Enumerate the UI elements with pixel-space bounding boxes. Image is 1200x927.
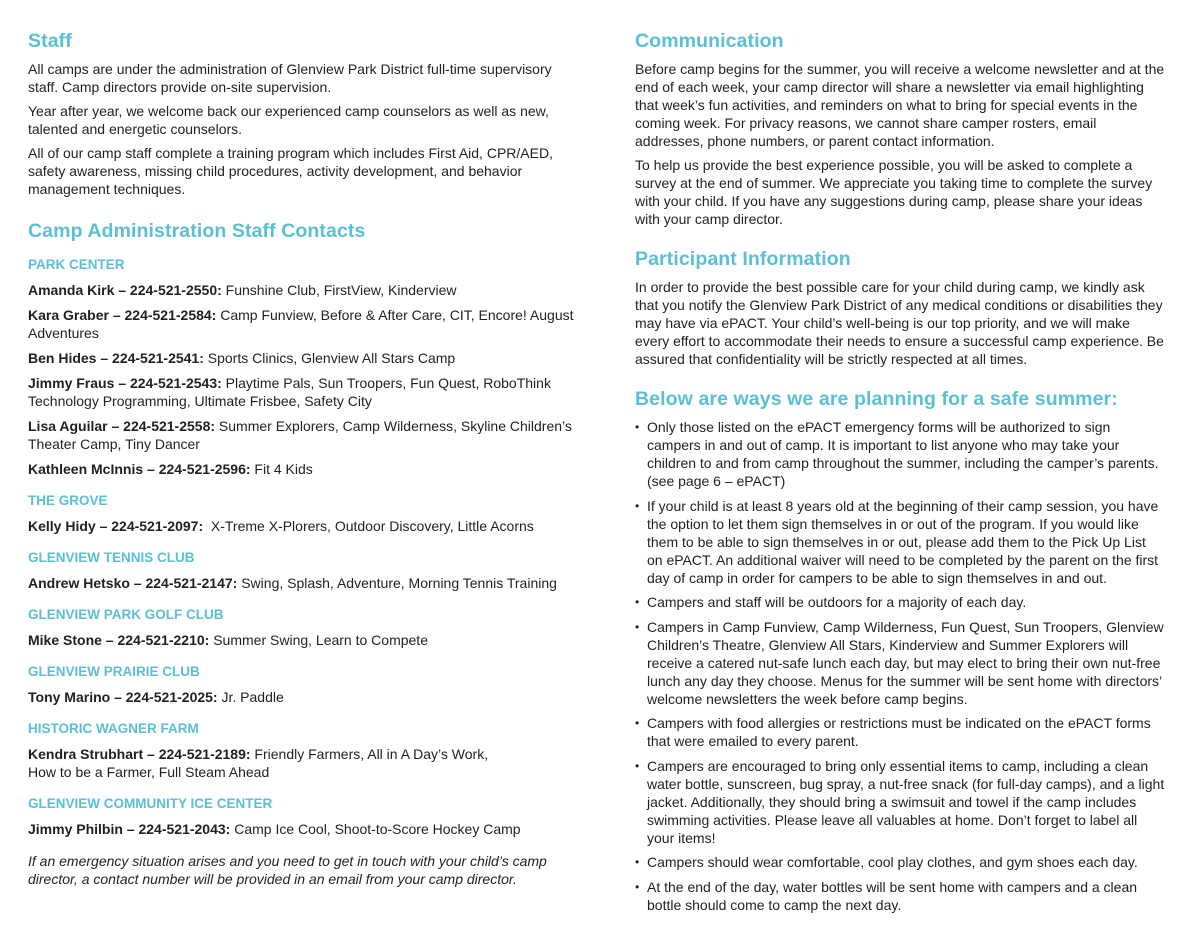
contact-camps: Summer Explorers, Camp Wilderness, Skyline Children’s Theater Camp, Tiny Dancer xyxy=(28,418,572,452)
communication-heading: Communication xyxy=(635,30,784,52)
staff-paragraph-2: Year after year, we welcome back our experienced camp counselors as well as new, talented and energetic counselors. xyxy=(28,103,549,137)
contact-camps: Friendly Farmers, All in A Day’s Work, xyxy=(250,746,489,762)
prairie-title: GLENVIEW PRAIRIE CLUB xyxy=(28,664,200,679)
contact-name: Kara Graber – 224-521-2584: xyxy=(28,307,217,323)
safe-summer-list xyxy=(635,418,1165,914)
list-item: • Campers are encouraged to bring only essential items to camp, including a clean water bottle, sunscreen, bug spray, a nut-free snack (for full-day camps), and a light jacket. Additionally, they should bring a swimsuit and towel if the camp includes swimming activities. Please leave all valuables at home. Don’t forget to label all your items! xyxy=(635,757,1165,847)
list-item: • Campers and staff will be outdoors for a majority of each day. xyxy=(635,593,1165,611)
contact-name: Kathleen McInnis – 224-521-2596: xyxy=(28,461,251,477)
contact-lisa-aguilar xyxy=(28,417,578,453)
list-item: • Campers should wear comfortable, cool play clothes, and gym shoes each day. xyxy=(635,853,1165,871)
contact-camps: Camp Funview, Before & After Care, CIT, Encore! August Adventures xyxy=(28,307,574,341)
contact-camps: Sports Clinics, Glenview All Stars Camp xyxy=(203,350,456,366)
contact-camps: Funshine Club, FirstView, Kinderview xyxy=(221,282,457,298)
emergency-footnote: If an emergency situation arises and you need to get in touch with your child’s camp director, a contact number will be provided in an email from your camp director. xyxy=(28,853,547,887)
participant-heading: Participant Information xyxy=(635,248,851,270)
contact-name: Mike Stone – 224-521-2210: xyxy=(28,632,210,648)
contact-kelly-hidy xyxy=(28,517,578,535)
contact-jimmy-philbin xyxy=(28,820,578,838)
contact-mike-stone xyxy=(28,631,578,649)
contact-kathleen-mcinnis xyxy=(28,460,578,478)
contact-name: Kendra Strubhart – 224-521-2189: xyxy=(28,746,251,762)
contact-andrew-hetsko xyxy=(28,574,578,592)
contact-name: Lisa Aguilar – 224-521-2558: xyxy=(28,418,216,434)
contact-name: Ben Hides – 224-521-2541: xyxy=(28,350,204,366)
contact-camps: Swing, Splash, Adventure, Morning Tennis Training xyxy=(237,575,557,591)
contact-name: Kelly Hidy – 224-521-2097: xyxy=(28,518,204,534)
contact-camps: Playtime Pals, Sun Troopers, Fun Quest, RoboThink Technology Programming, Ultimate Frisbee, Safety City xyxy=(28,375,551,409)
contact-name: Jimmy Fraus – 224-521-2543: xyxy=(28,375,222,391)
golf-title: GLENVIEW PARK GOLF CLUB xyxy=(28,607,224,622)
left-column xyxy=(28,28,578,888)
contact-tony-marino xyxy=(28,688,578,706)
contact-camps: Camp Ice Cool, Shoot-to-Score Hockey Camp xyxy=(230,821,521,837)
communication-paragraph-1: Before camp begins for the summer, you will receive a welcome newsletter and at the end of each week, your camp director will share a newsletter via email highlighting that week’s fun activities, and reminders on what to bring for special events in the coming week. For privacy reasons, we cannot share camper rosters, email addresses, phone numbers, or parent contact information. xyxy=(635,61,1165,149)
contact-camps-line2: How to be a Farmer, Full Steam Ahead xyxy=(28,764,270,780)
contact-ben-hides xyxy=(28,349,578,367)
contact-name: Jimmy Philbin – 224-521-2043: xyxy=(28,821,231,837)
grove-title: THE GROVE xyxy=(28,493,108,508)
communication-paragraph-2: To help us provide the best experience possible, you will be asked to complete a survey at the end of summer. We appreciate you taking time to complete the survey with your child. If you have any suggestions during camp, please share your ideas with your camp director. xyxy=(635,157,1153,227)
contact-kendra-strubhart xyxy=(28,745,578,781)
contact-jimmy-fraus xyxy=(28,374,578,410)
tennis-title: GLENVIEW TENNIS CLUB xyxy=(28,550,195,565)
contacts-heading: Camp Administration Staff Contacts xyxy=(28,220,366,242)
contact-name: Amanda Kirk – 224-521-2550: xyxy=(28,282,222,298)
contact-camps: Summer Swing, Learn to Compete xyxy=(209,632,428,648)
participant-paragraph: In order to provide the best possible care for your child during camp, we kindly ask that you notify the Glenview Park District of any medical conditions or disabilities they may have via ePACT. Your child’s well-being is our top priority, and we will make every effort to accommodate their needs to ensure a successful camp experience. Be assured that confidentiality will be strictly respected at all times. xyxy=(635,279,1164,367)
staff-heading: Staff xyxy=(28,30,72,52)
contact-camps: X-Treme X-Plorers, Outdoor Discovery, Little Acorns xyxy=(203,518,534,534)
contact-amanda-kirk xyxy=(28,281,578,299)
list-item: • At the end of the day, water bottles will be sent home with campers and a clean bottle should come to camp the next day. xyxy=(635,878,1165,914)
list-item: • Campers in Camp Funview, Camp Wilderness, Fun Quest, Sun Troopers, Glenview Children’s Theatre, Glenview All Stars, Kinderview and Summer Explorers will receive a catered nut-safe lunch each day, but may elect to bring their own nut-free lunch any day they choose. Menus for the summer will be sent home with directors’ welcome newsletters the week before camp begins. xyxy=(635,618,1165,708)
park-center-title: PARK CENTER xyxy=(28,257,125,272)
contact-camps: Fit 4 Kids xyxy=(250,461,313,477)
list-item: • If your child is at least 8 years old at the beginning of their camp session, you have the option to let them sign themselves in or out of the program. If you would like them to be able to sign themselves in or out, please add them to the Pick Up List on ePACT. An additional waiver will need to be completed by the parent on the first day of camp in order for campers to be able to sign themselves in and out. xyxy=(635,497,1165,587)
staff-paragraph-1: All camps are under the administration of Glenview Park District full-time supervisory staff. Camp directors provide on-site supervision. xyxy=(28,61,552,95)
staff-paragraph-3: All of our camp staff complete a training program which includes First Aid, CPR/AED, safety awareness, missing child procedures, activity development, and behavior management techniques. xyxy=(28,145,553,197)
safe-summer-heading: Below are ways we are planning for a safe summer: xyxy=(635,388,1118,410)
contact-kara-graber xyxy=(28,306,578,342)
contact-camps: Jr. Paddle xyxy=(217,689,284,705)
contact-name: Tony Marino – 224-521-2025: xyxy=(28,689,218,705)
wagner-title: HISTORIC WAGNER FARM xyxy=(28,721,199,736)
right-column xyxy=(635,28,1165,914)
list-item: • Campers with food allergies or restrictions must be indicated on the ePACT forms that were emailed to every parent. xyxy=(635,714,1165,750)
list-item: • Only those listed on the ePACT emergency forms will be authorized to sign campers in and out of camp. It is important to list anyone who may take your children to and from camp throughout the summer, including the camper’s parents. (see page 6 – ePACT) xyxy=(635,418,1165,490)
contact-name: Andrew Hetsko – 224-521-2147: xyxy=(28,575,238,591)
ice-title: GLENVIEW COMMUNITY ICE CENTER xyxy=(28,796,273,811)
